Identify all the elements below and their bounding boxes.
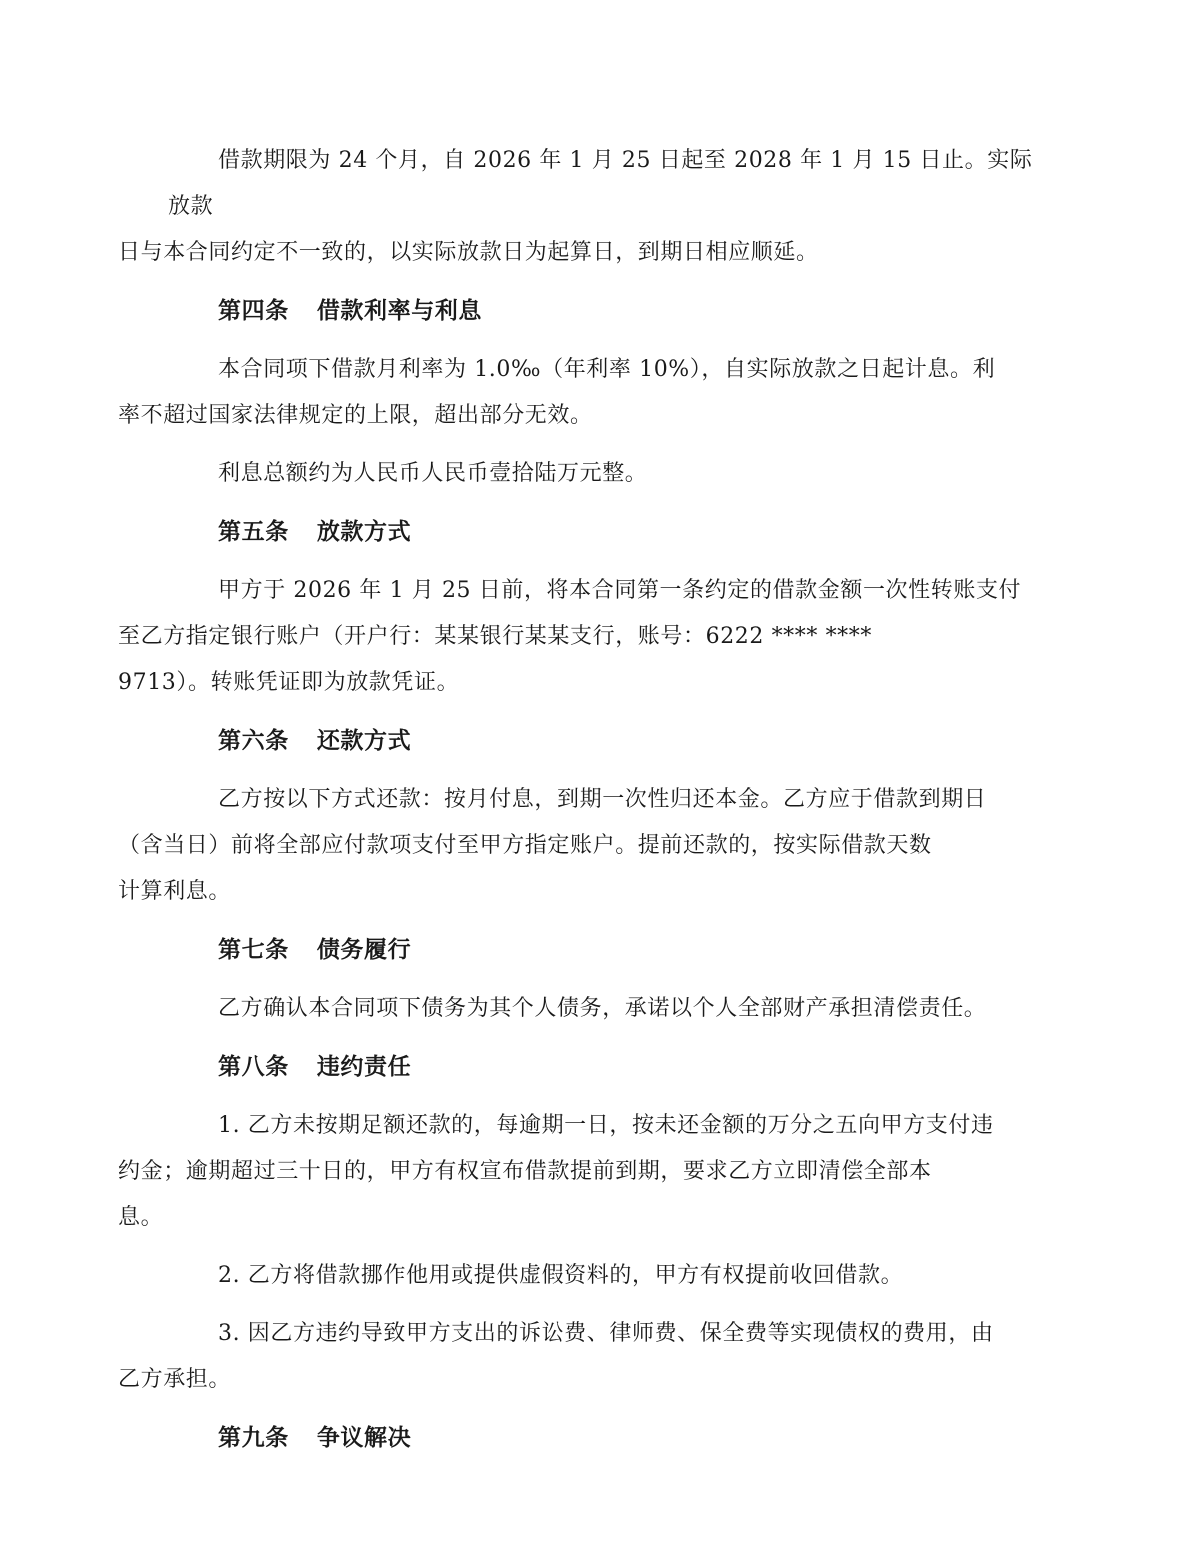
clause-6-title: 还款方式 — [316, 728, 412, 754]
clause-8-item-3-line-1: 3. 因乙方违约导致甲方支出的诉讼费、律师费、保全费等实现债权的费用，由 — [218, 1321, 994, 1346]
clause-4-heading — [168, 288, 1038, 334]
clause-5-line-3: 9713）。转账凭证即为放款凭证。 — [118, 670, 460, 695]
clause-6-body — [118, 777, 1038, 915]
clause-8-item-1-line-2: 约金；逾期超过三十日的，甲方有权宣布借款提前到期，要求乙方立即清偿全部本 — [118, 1159, 932, 1184]
clause-9-heading — [168, 1415, 1038, 1461]
clause-5-line-1: 甲方于 2026 年 1 月 25 日前，将本合同第一条约定的借款金额一次性转账支付 — [218, 578, 1022, 603]
clause-8-number: 第八条 — [218, 1054, 289, 1080]
clause-6-number: 第六条 — [218, 728, 289, 754]
clause-6-line-1: 乙方按以下方式还款：按月付息，到期一次性归还本金。乙方应于借款到期日 — [218, 787, 987, 812]
clause-8-item-1 — [118, 1103, 1038, 1241]
clause-8-item-2 — [168, 1253, 1038, 1299]
clause-8-item-1-line-1: 1. 乙方未按期足额还款的，每逾期一日，按未还金额的万分之五向甲方支付违 — [218, 1113, 994, 1138]
clause-5-body — [118, 568, 1038, 706]
clause-6-line-3: 计算利息。 — [118, 879, 232, 904]
clause-4-body-1-line-2: 率不超过国家法律规定的上限，超出部分无效。 — [118, 403, 593, 428]
clause-8-title: 违约责任 — [316, 1054, 412, 1080]
clause-4-body-1-line-1: 本合同项下借款月利率为 1.0‰（年利率 10%），自实际放款之日起计息。利 — [218, 357, 996, 382]
clause-8-heading — [168, 1044, 1038, 1090]
clause-8-item-1-line-3: 息。 — [118, 1205, 164, 1230]
clause-8-item-2-text: 2. 乙方将借款挪作他用或提供虚假资料的，甲方有权提前收回借款。 — [218, 1263, 904, 1288]
clause-4-title: 借款利率与利息 — [316, 298, 483, 324]
clause-4-body-1 — [118, 347, 1038, 439]
clause-7-body — [168, 986, 1038, 1032]
clause-5-title: 放款方式 — [316, 519, 412, 545]
clause-8-item-3 — [118, 1311, 1038, 1403]
clause-4-body-2 — [168, 451, 1038, 497]
clause-3-line-1: 借款期限为 24 个月，自 2026 年 1 月 25 日起至 2028 年 1 月 15 日止。实际放款 — [168, 148, 1033, 219]
clause-9-number: 第九条 — [218, 1425, 289, 1451]
clause-5-heading — [168, 509, 1038, 555]
clause-5-line-2: 至乙方指定银行账户（开户行：某某银行某某支行，账号：6222 **** **** — [118, 624, 872, 649]
clause-8-item-3-line-2: 乙方承担。 — [118, 1367, 232, 1392]
clause-6-line-2: （含当日）前将全部应付款项支付至甲方指定账户。提前还款的，按实际借款天数 — [118, 833, 932, 858]
clause-3-body — [118, 138, 1038, 276]
clause-7-text: 乙方确认本合同项下债务为其个人债务，承诺以个人全部财产承担清偿责任。 — [218, 996, 987, 1021]
clause-4-number: 第四条 — [218, 298, 289, 324]
clause-6-heading — [168, 718, 1038, 764]
clause-7-number: 第七条 — [218, 937, 289, 963]
clause-3-line-2: 日与本合同约定不一致的，以实际放款日为起算日，到期日相应顺延。 — [118, 240, 819, 265]
clause-7-title: 债务履行 — [316, 937, 412, 963]
clause-5-number: 第五条 — [218, 519, 289, 545]
clause-9-title: 争议解决 — [316, 1425, 412, 1451]
clause-4-body-2-text: 利息总额约为人民币人民币壹拾陆万元整。 — [218, 461, 648, 486]
contract-page — [118, 138, 1038, 1474]
clause-7-heading — [168, 927, 1038, 973]
